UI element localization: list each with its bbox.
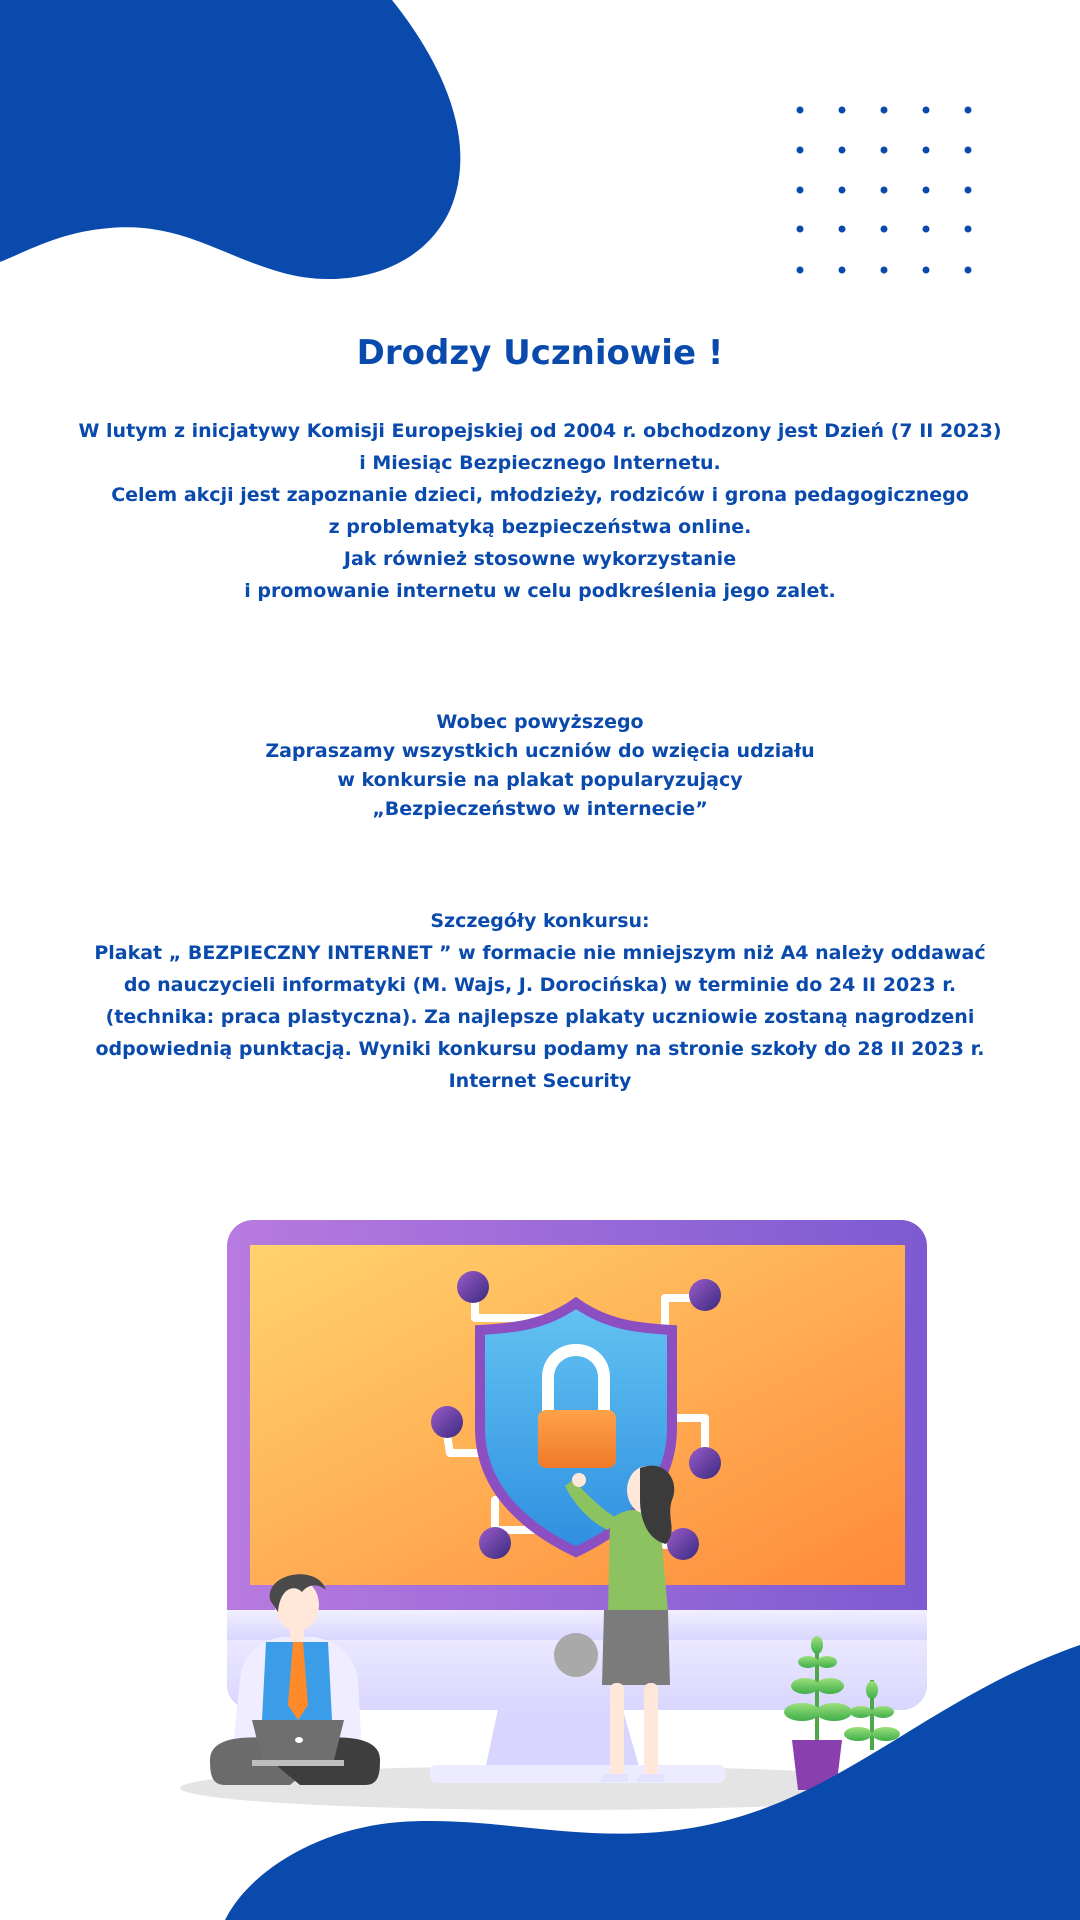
intro-line: Jak również stosowne wykorzystanie xyxy=(343,548,737,570)
top-left-blob xyxy=(0,0,470,290)
details-line: do nauczycieli informatyki (M. Wajs, J. Dorocińska) w terminie do 24 II 2023 r. xyxy=(123,974,957,996)
padlock-icon xyxy=(538,1410,616,1468)
intro-line: i promowanie internetu w celu podkreślenia jego zalet. xyxy=(244,580,836,602)
details-line: Plakat „ BEZPIECZNY INTERNET ” w formacie nie mniejszym niż A4 należy oddawać xyxy=(94,942,986,964)
invite-line: Zapraszamy wszystkich uczniów do wzięcia udziału xyxy=(265,740,815,762)
details-paragraph xyxy=(60,905,1020,1097)
intro-paragraph xyxy=(60,415,1020,607)
details-line: Szczegóły konkursu: xyxy=(430,910,650,932)
details-line: (technika: praca plastyczna). Za najlepsze plakaty uczniowie zostaną nagrodzeni xyxy=(105,1006,975,1028)
details-line: odpowiednią punktacją. Wyniki konkursu podamy na stronie szkoły do 28 II 2023 r. xyxy=(95,1038,985,1060)
intro-line: Celem akcji jest zapoznanie dzieci, młodzieży, rodziców i grona pedagogicznego xyxy=(111,484,969,506)
bottom-right-blob xyxy=(0,1600,1080,1920)
intro-line: i Miesiąc Bezpiecznego Internetu. xyxy=(359,452,721,474)
intro-line: W lutym z inicjatywy Komisji Europejskiej od 2004 r. obchodzony jest Dzień (7 II 2023) xyxy=(78,420,1002,442)
invite-line: Wobec powyższego xyxy=(436,711,644,733)
invite-paragraph xyxy=(60,708,1020,824)
details-line: Internet Security xyxy=(448,1070,632,1092)
dot-grid-decoration xyxy=(790,100,980,280)
intro-line: z problematyką bezpieczeństwa online. xyxy=(328,516,752,538)
page-title: Drodzy Uczniowie ! xyxy=(356,333,724,373)
invite-line: w konkursie na plakat popularyzujący xyxy=(337,769,743,791)
invite-line: „Bezpieczeństwo w internecie” xyxy=(372,798,708,820)
